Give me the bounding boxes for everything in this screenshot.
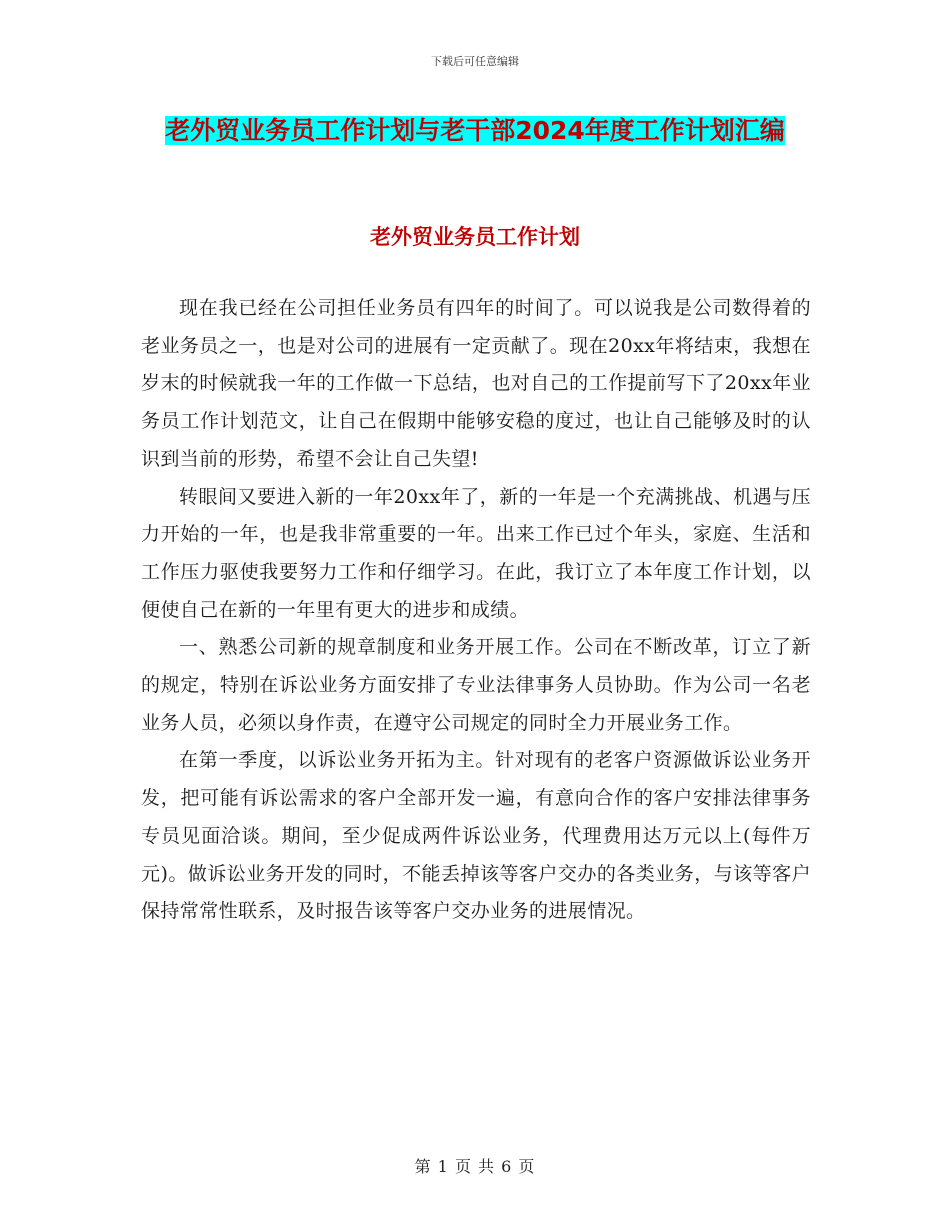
main-title-text: 老外贸业务员工作计划与老干部2024年度工作计划汇编 xyxy=(165,116,785,145)
paragraph: 一、熟悉公司新的规章制度和业务开展工作。公司在不断改革，订立了新的规定，特别在诉讼业务方面安排了专业法律事务人员协助。作为公司一名老业务人员，必须以身作责，在遵守公司规定的同时全力开展业务工作。 xyxy=(141,636,811,734)
document-body xyxy=(141,290,811,931)
document-main-title xyxy=(140,108,810,154)
paragraph: 在第一季度，以诉讼业务开拓为主。针对现有的老客户资源做诉讼业务开发，把可能有诉讼需求的客户全部开发一遍，有意向合作的客户安排法律事务专员见面洽谈。期间，至少促成两件诉讼业务，代理费用达万元以上(每件万元)。做诉讼业务开发的同时，不能丢掉该等客户交办的各类业务，与该等客户保持常常性联系，及时报告该等客户交办业务的进展情况。 xyxy=(141,749,811,923)
page-header-note: 下载后可任意编辑 xyxy=(431,55,519,68)
section-title: 老外贸业务员工作计划 xyxy=(370,225,580,249)
paragraph: 转眼间又要进入新的一年20xx年了，新的一年是一个充满挑战、机遇与压力开始的一年，也是我非常重要的一年。出来工作已过个年头，家庭、生活和工作压力驱使我要努力工作和仔细学习。在此，我订立了本年度工作计划，以便使自己在新的一年里有更大的进步和成绩。 xyxy=(141,485,811,621)
page-footer-indicator: 第 1 页 共 6 页 xyxy=(414,1157,536,1176)
paragraph: 现在我已经在公司担任业务员有四年的时间了。可以说我是公司数得着的老业务员之一，也是对公司的进展有一定贡献了。现在20xx年将结束，我想在岁末的时候就我一年的工作做一下总结，也对自己的工作提前写下了20xx年业务员工作计划范文，让自己在假期中能够安稳的度过，也让自己能够及时的认识到当前的形势，希望不会让自己失望! xyxy=(141,297,811,470)
